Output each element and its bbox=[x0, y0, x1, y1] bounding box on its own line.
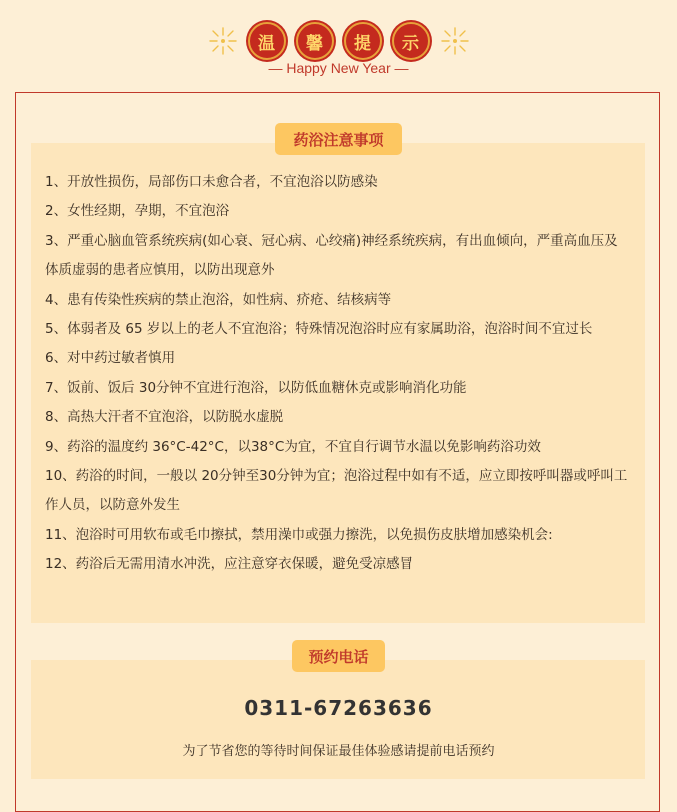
header bbox=[0, 0, 677, 92]
title-badge-3: 提 bbox=[344, 22, 382, 60]
note-item-9: 9、药浴的温度约 36°C-42°C，以38°C为宜，不宜自行调节水温以免影响药浴功效 bbox=[45, 438, 541, 455]
title-badge-1: 温 bbox=[248, 22, 286, 60]
firework-right-icon bbox=[440, 26, 470, 56]
title-badges bbox=[0, 22, 677, 60]
title-badge-2: 馨 bbox=[296, 22, 334, 60]
header-subtitle: — Happy New Year — bbox=[268, 60, 409, 76]
note-item-6: 6、对中药过敏者慎用 bbox=[45, 350, 176, 367]
note-item-12: 12、药浴后无需用清水冲洗，应注意穿衣保暖，避免受凉感冒 bbox=[45, 556, 414, 573]
booking-tip: 为了节省您的等待时间保证最佳体验感请提前电话预约 bbox=[182, 744, 495, 759]
note-item-11: 11、泡浴时可用软布或毛巾擦拭，禁用澡巾或强力擦洗，以免损伤皮肤增加感染机会: bbox=[45, 526, 553, 543]
title-badge-4: 示 bbox=[392, 22, 430, 60]
firework-left-icon bbox=[208, 26, 238, 56]
note-item-1: 1、开放性损伤，局部伤口未愈合者，不宜泡浴以防感染 bbox=[45, 174, 378, 190]
note-item-7: 7、饭前、饭后 30分钟不宜进行泡浴，以防低血糖休克或影响消化功能 bbox=[45, 379, 467, 396]
note-item-2: 2、女性经期，孕期，不宜泡浴 bbox=[45, 203, 230, 220]
notes-section-title: 药浴注意事项 bbox=[275, 123, 402, 155]
note-item-10: 10、药浴的时间，一般以 20分钟至30分钟为宜；泡浴过程中如有不适，应立即按呼叫器或呼叫工作人员，以防意外发生 bbox=[45, 468, 628, 514]
booking-section-title: 预约电话 bbox=[292, 640, 385, 672]
notes-list bbox=[45, 168, 630, 580]
note-item-5: 5、体弱者及 65 岁以上的老人不宜泡浴；特殊情况泡浴时应有家属助浴，泡浴时间不宜过长 bbox=[45, 321, 593, 338]
note-item-8: 8、高热大汗者不宜泡浴，以防脱水虚脱 bbox=[45, 409, 284, 426]
note-item-4: 4、患有传染性疾病的禁止泡浴，如性病、疥疮、结核病等 bbox=[45, 291, 392, 308]
note-item-3: 3、严重心脑血管系统疾病(如心衰、冠心病、心绞痛)神经系统疾病，有出血倾向，严重高血压及体质虚弱的患者应慎用，以防出现意外 bbox=[45, 232, 618, 279]
booking-phone-number[interactable]: 0311-67263636 bbox=[244, 696, 433, 720]
